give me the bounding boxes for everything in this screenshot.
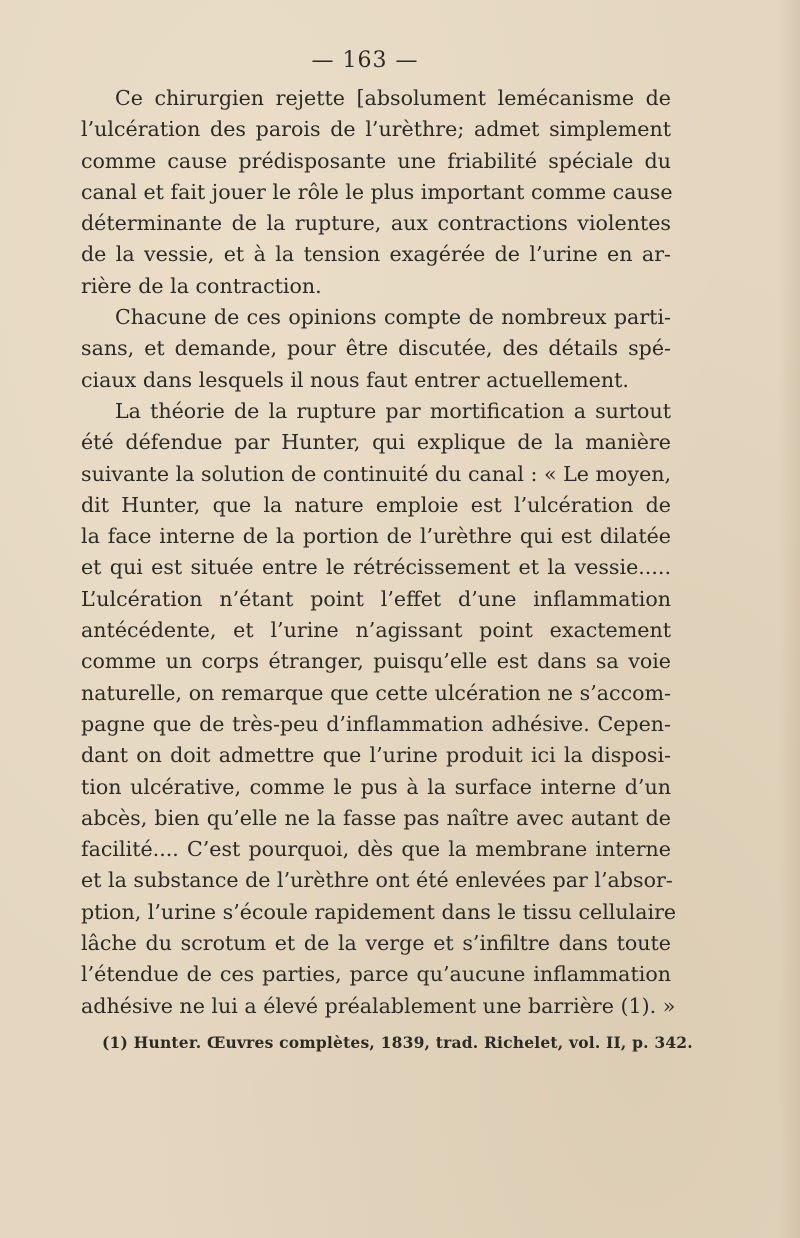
text-line: comme cause prédisposante une friabilité spéciale du [81, 148, 671, 173]
text-line: La théorie de la rupture par mortification a surtout [115, 398, 671, 423]
text-line: suivante la solution de continuité du canal : « Le moyen, [81, 461, 672, 486]
text-line: comme un corps étranger, puisqu’elle est dans sa voie [81, 649, 671, 674]
text-line: et la substance de l’urèthre ont été enlevées par l’absor- [81, 868, 673, 893]
text-line: Chacune de ces opinions compte de nombreux parti- [115, 305, 671, 330]
text-line: naturelle, on remarque que cette ulcération ne s’accom- [81, 680, 671, 705]
text-line: dit Hunter, que la nature emploie est l’ulcération de [81, 492, 671, 517]
text-line: dant on doit admettre que l’urine produit ici la disposi- [81, 743, 671, 768]
page-number: — 163 — [311, 48, 419, 73]
text-line: l’ulcération des parois de l’urèthre; admet simplement [81, 117, 671, 142]
body-text [81, 83, 677, 1022]
text-line: l’étendue de ces parties, parce qu’aucune inflammation [81, 962, 671, 987]
text-line: sans, et demande, pour être discutée, des détails spé- [81, 336, 671, 361]
footnote: (1) Hunter. Œuvres complètes, 1839, trad. Richelet, vol. II, p. 342. [102, 1033, 693, 1052]
text-line: la face interne de la portion de l’urèthre qui est dilatée [81, 524, 671, 549]
text-line: Ce chirurgien rejette [absolument lemécanisme de [115, 86, 671, 110]
page-edge-shadow [778, 0, 800, 1238]
text-line: déterminante de la rupture, aux contractions violentes [81, 211, 671, 236]
text-line: été défendue par Hunter, qui explique de la manière [81, 430, 671, 455]
text-line: lâche du scrotum et de la verge et s’infiltre dans toute [81, 931, 671, 956]
text-line: pagne que de très-peu d’inflammation adhésive. Cepen- [81, 711, 671, 736]
text-line: canal et fait jouer le rôle le plus important comme cause [81, 179, 673, 204]
text-line: et qui est située entre le rétrécissement et la vessie..... [81, 555, 671, 580]
text-line: ption, l’urine s’écoule rapidement dans le tissu cellulaire [81, 899, 677, 924]
text-line: abcès, bien qu’elle ne la fasse pas naître avec autant de [81, 805, 671, 830]
text-line: facilité.... C’est pourquoi, dès que la membrane interne [81, 837, 671, 862]
text-line: tion ulcérative, comme le pus à la surface interne d’un [81, 774, 671, 799]
text-line: ciaux dans lesquels il nous faut entrer actuellement. [81, 367, 629, 392]
text-line: L’ulcération n’étant point l’effet d’une inflammation [81, 586, 671, 611]
text-line: rière de la contraction. [81, 273, 322, 298]
text-line: adhésive ne lui a élevé préalablement une barrière (1). » [81, 993, 676, 1018]
text-line: antécédente, et l’urine n’agissant point exactement [81, 618, 671, 643]
text-line: de la vessie, et à la tension exagérée de l’urine en ar- [81, 242, 671, 267]
